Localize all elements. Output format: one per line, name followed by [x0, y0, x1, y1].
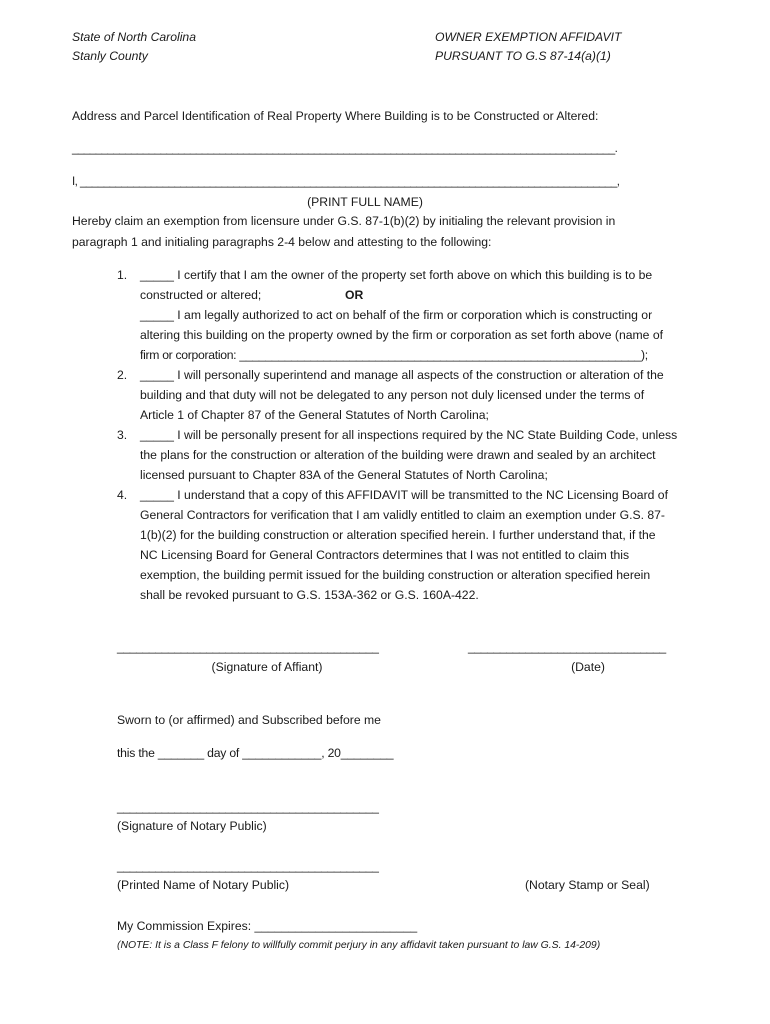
sworn-statement: Sworn to (or affirmed) and Subscribed before me [117, 713, 381, 727]
item-1-line-1[interactable]: _____ I certify that I am the owner of the property set forth above on which this building is to be [140, 268, 653, 282]
notary-signature-caption: (Signature of Notary Public) [117, 819, 267, 833]
intro-line-1: Hereby claim an exemption from licensure under G.S. 87-1(b)(2) by initialing the relevant provision in [72, 214, 616, 228]
item-3-line-1[interactable]: _____ I will be personally present for all inspections required by the NC State Building Code, unless [140, 428, 678, 442]
form-title-line1: OWNER EXEMPTION AFFIDAVIT [435, 30, 622, 44]
item-4-line-4: NC Licensing Board for General Contractors determines that I was not entitled to claim this [140, 548, 630, 562]
item-number: 1. [117, 268, 128, 282]
notary-signature-field[interactable]: _________________________________________ [117, 800, 379, 814]
item-4-line-6: shall be revoked pursuant to G.S. 153A-362 or G.S. 160A-422. [140, 588, 479, 602]
print-full-name-caption: (PRINT FULL NAME) [307, 195, 423, 209]
item-2-line-3: Article 1 of Chapter 87 of the General Statutes of North Carolina; [140, 408, 489, 422]
item-1-line-3[interactable]: _____ I am legally authorized to act on behalf of the firm or corporation which is constructing or [140, 308, 653, 322]
date-caption: (Date) [571, 660, 605, 674]
item-number: 4. [117, 488, 128, 502]
list-item [140, 265, 663, 365]
perjury-note: (NOTE: It is a Class F felony to willfully commit perjury in any affidavit taken pursuant to law G.S. 14-209) [117, 940, 601, 951]
state-label: State of North Carolina [72, 30, 196, 44]
item-4-line-2: General Contractors for verification that I am validly entitled to claim an exemption under G.S. 87- [140, 508, 665, 522]
item-2-line-1[interactable]: _____ I will personally superintend and manage all aspects of the construction or alteration of the [140, 368, 664, 382]
list-item [140, 425, 677, 485]
or-separator: OR [345, 288, 364, 302]
item-number: 3. [117, 428, 128, 442]
list-item [140, 365, 664, 425]
item-2-line-2: building and that duty will not be delegated to any person not duly licensed under the terms of [140, 388, 645, 402]
item-3-line-2: the plans for the construction or alteration of the building were drawn and sealed by an architect [140, 448, 656, 462]
item-number: 2. [117, 368, 128, 382]
intro-line-2: paragraph 1 and initialing paragraphs 2-4 below and attesting to the following: [72, 235, 492, 249]
address-field[interactable]: ____________________________________________________________________________________________. [72, 142, 618, 155]
item-1-line-2: constructed or altered; [140, 288, 262, 302]
county-label: Stanly County [72, 49, 148, 63]
notary-printed-name-caption: (Printed Name of Notary Public) [117, 878, 290, 892]
commission-expires-field[interactable]: My Commission Expires: ________________________ [117, 919, 418, 933]
date-field[interactable]: _______________________________ [468, 640, 666, 654]
notary-printed-name-field[interactable]: _________________________________________ [117, 859, 379, 873]
full-name-field[interactable]: I, ___________________________________________________________________________________________, [72, 175, 620, 188]
affiant-signature-field[interactable]: _________________________________________ [117, 640, 379, 654]
item-4-line-3: 1(b)(2) for the building construction or alteration specified herein. I further understand that, if the [140, 528, 656, 542]
item-3-line-3: licensed pursuant to Chapter 83A of the General Statutes of North Carolina; [140, 468, 548, 482]
affiant-signature-caption: (Signature of Affiant) [211, 660, 323, 674]
item-4-line-5: exemption, the building permit issued for the building construction or alteration specified herein [140, 568, 651, 582]
item-4-line-1[interactable]: _____ I understand that a copy of this AFFIDAVIT will be transmitted to the NC Licensing Board of [140, 488, 668, 502]
day-month-year-field[interactable]: this the _______ day of ____________, 20________ [117, 746, 394, 760]
notary-stamp-caption: (Notary Stamp or Seal) [525, 878, 650, 892]
item-1-line-4: altering this building on the property owned by the firm or corporation as set forth above (name of [140, 328, 663, 342]
list-item [140, 485, 668, 605]
address-label: Address and Parcel Identification of Real Property Where Building is to be Constructed or Altered: [72, 109, 599, 123]
firm-name-field[interactable]: firm or corporation: ______________________________________________________________); [140, 348, 648, 362]
form-title-line2: PURSUANT TO G.S 87-14(a)(1) [435, 49, 611, 63]
